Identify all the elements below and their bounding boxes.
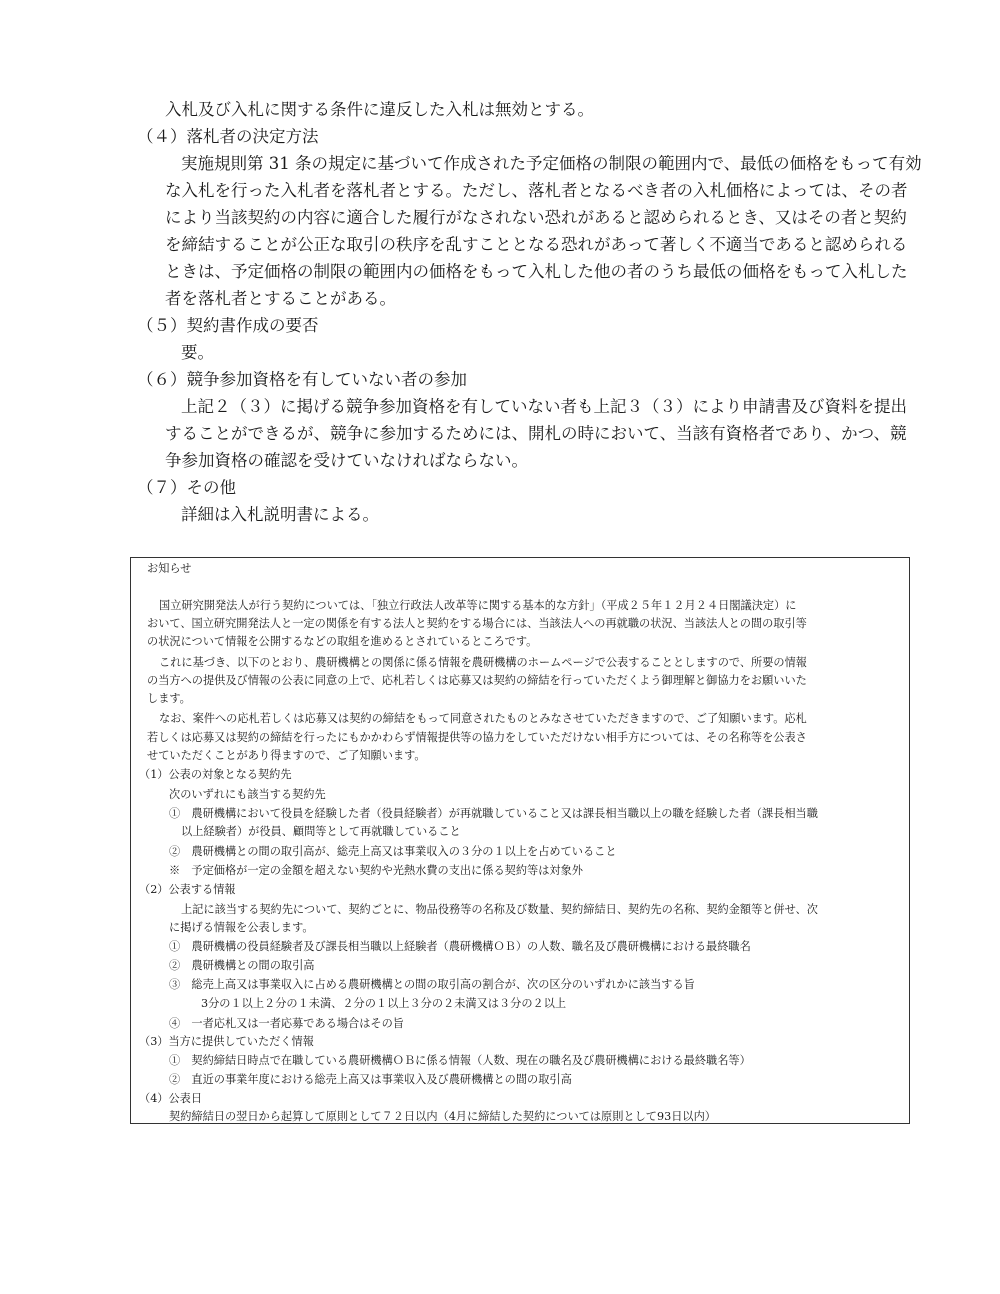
section-4-paragraph-line-2: な入札を行った入札者を落札者とする。ただし、落札者となるべき者の入札価格によっては、その者 [165,181,908,200]
notice-box [130,557,910,1124]
section-4-paragraph-line-4: を締結することが公正な取引の秩序を乱すこととなる恐れがあって著しく不適当であると認められる [165,235,908,254]
notice-intro-line-1: 国立研究開発法人が行う契約については、「独立行政法人改革等に関する基本的な方針」（平成２５年１２月２４日閣議決定）に [159,599,797,612]
notice-section-1-item-1: ① 農研機構において役員を経験した者（役員経験者）が再就職していること又は課長相当職以上の職を経験した者（課長相当職 [169,807,818,820]
notice-section-2-item-1: ① 農研機構の役員経験者及び課長相当職以上経験者（農研機構ＯＢ）の人数、職名及び農研機構における最終職名 [169,940,751,953]
notice-section-1-lead: 次のいずれにも該当する契約先 [169,788,326,801]
section-4-paragraph-line-5: ときは、予定価格の制限の範囲内の価格をもって入札した他の者のうち最低の価格をもって入札した [165,262,908,281]
notice-section-2-item-4: ④ 一者応札又は一者応募である場合はその旨 [169,1017,404,1030]
notice-section-3-item-1: ① 契約締結日時点で在職している農研機構ＯＢに係る情報（人数、現在の職名及び農研機構における最終職名等） [169,1054,751,1067]
invalid-bid-text: 入札及び入札に関する条件に違反した入札は無効とする。 [165,100,594,119]
notice-title: お知らせ [147,562,192,575]
notice-section-1-heading: （1）公表の対象となる契約先 [139,768,292,781]
section-4-paragraph-line-1: 実施規則第 31 条の規定に基づいて作成された予定価格の制限の範囲内で、最低の価格をもって有効 [181,154,922,173]
notice-basis-line-2: の当方への提供及び情報の公表に同意の上で、応札若しくは応募又は契約の締結を行っていただくよう御理解と御協力をお願いいた [147,674,807,687]
notice-section-2-item-3: ③ 総売上高又は事業収入に占める農研機構との間の取引高の割合が、次の区分のいずれかに該当する旨 [169,978,695,991]
section-4-heading: （４）落札者の決定方法 [137,127,319,146]
section-4-paragraph-line-3: により当該契約の内容に適合した履行がなされない恐れがあると認められるとき、又はその者と契約 [165,208,907,227]
notice-section-2-lead-line-1: 上記に該当する契約先について、契約ごとに、物品役務等の名称及び数量、契約締結日、契約先の名称、契約金額等と併せ、次 [181,903,818,916]
notice-section-3-heading: （3）当方に提供していただく情報 [139,1035,314,1048]
section-5-text: 要。 [181,343,214,362]
notice-section-2-heading: （2）公表する情報 [139,883,236,896]
notice-section-4-heading: （4）公表日 [139,1092,203,1105]
section-6-paragraph-line-2: することができるが、競争に参加するためには、開札の時において、当該有資格者であり、かつ、競 [165,424,907,443]
section-6-paragraph-line-1: 上記２（３）に掲げる競争参加資格を有していない者も上記３（３）により申請書及び資料を提出 [181,397,907,416]
notice-intro-line-3: の状況について情報を公開するなどの取組を進めるとされているところです。 [147,635,538,648]
section-5-heading: （５）契約書作成の要否 [137,316,319,335]
notice-section-2-item-2: ② 農研機構との間の取引高 [169,959,315,972]
notice-section-1-item-2: ② 農研機構との間の取引高が、総売上高又は事業収入の３分の１以上を占めていること [169,845,617,858]
section-7-text: 詳細は入札説明書による。 [181,505,379,524]
section-6-paragraph-line-3: 争参加資格の確認を受けていなければならない。 [165,451,528,470]
section-7-heading: （７）その他 [137,478,236,497]
notice-section-2-item-3-ranges: 3分の１以上２分の１未満、２分の１以上３分の２未満又は３分の２以上 [201,997,567,1010]
notice-section-1-note: ※ 予定価格が一定の金額を超えない契約や光熱水費の支出に係る契約等は対象外 [169,864,583,877]
notice-consent-line-1: なお、案件への応札若しくは応募又は契約の締結をもって同意されたものとみなさせていただきますので、ご了知願います。応札 [159,712,807,725]
notice-basis-line-3: します。 [147,692,191,705]
section-6-heading: （６）競争参加資格を有していない者の参加 [137,370,467,389]
notice-section-2-lead-line-2: に掲げる情報を公表します。 [169,921,314,934]
notice-basis-line-1: これに基づき、以下のとおり、農研機構との関係に係る情報を農研機構のホームページで公表することとしますので、所要の情報 [159,656,807,669]
notice-section-4-text: 契約締結日の翌日から起算して原則として７２日以内（4月に締結した契約については原則として93日以内） [169,1110,716,1123]
notice-section-3-item-2: ② 直近の事業年度における総売上高又は事業収入及び農研機構との間の取引高 [169,1073,572,1086]
section-4-paragraph-line-6: 者を落札者とすることがある。 [165,289,396,308]
notice-section-1-item-1-cont: 以上経験者）が役員、顧問等として再就職していること [181,825,461,838]
notice-consent-line-3: せていただくことがあり得ますので、ご了知願います。 [147,749,426,762]
notice-consent-line-2: 若しくは応募又は契約の締結を行ったにもかかわらず情報提供等の協力をしていただけない相手方については、その名称等を公表さ [147,731,807,744]
notice-intro-line-2: おいて、国立研究開発法人と一定の関係を有する法人と契約をする場合には、当該法人への再就職の状況、当該法人との間の取引等 [147,617,807,630]
